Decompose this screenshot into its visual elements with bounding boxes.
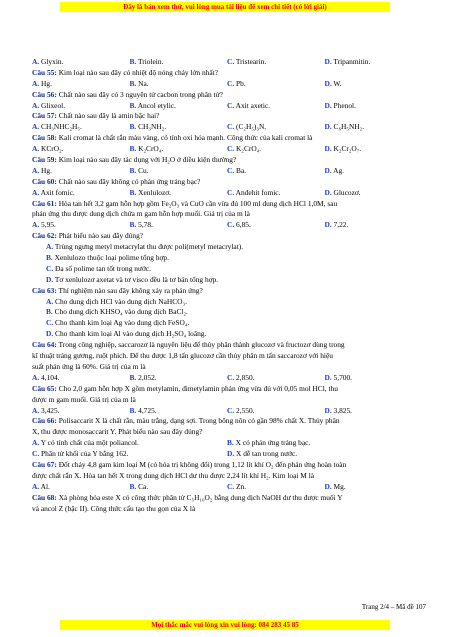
option-letter: B.	[129, 220, 137, 230]
answer-option	[32, 144, 130, 155]
option-letter: C.	[227, 187, 235, 197]
answer-option	[32, 166, 130, 177]
option-letter: B.	[129, 57, 137, 66]
option-letter: C.	[32, 449, 40, 459]
option-row	[32, 188, 422, 199]
option-text: Cho thanh kim loại Al vào dung dịch H₂SO₄ loãng.	[53, 329, 207, 339]
option-letter: A.	[32, 372, 40, 382]
option-letter: B.	[227, 438, 234, 448]
answer-option	[130, 406, 228, 417]
answer-option	[325, 373, 423, 384]
answer-option	[227, 166, 325, 177]
option-row	[32, 57, 422, 68]
question-text: Polisaccarit X là chất rắn, màu trắng, dạng sợi. Trong bông nõn có gần 98% chất X. Thủy phân	[56, 416, 340, 426]
option-text: C₆H₅NH₂.	[331, 122, 365, 132]
question-number: Câu 62:	[32, 231, 57, 241]
answer-option	[32, 482, 130, 493]
answer-option	[130, 188, 228, 199]
answer-option	[227, 122, 325, 133]
answer-option	[325, 482, 423, 493]
option-letter: D.	[324, 57, 332, 66]
question-number: Câu 55:	[32, 67, 57, 77]
option-text: Đa số polime tan tốt trong nước.	[53, 263, 152, 273]
question-text: Cho 2,0 gam hỗn hợp X gồm metylamin, đimetylamin phản ứng vừa đủ với 0,05 mol HCl, thu	[56, 383, 338, 393]
option-text: 5,78.	[136, 220, 153, 230]
option-text: X dễ tan trong nước.	[234, 449, 298, 459]
question-number: Câu 66:	[32, 416, 57, 426]
option-letter: D.	[324, 122, 332, 132]
option-letter: C.	[46, 318, 54, 328]
option-text: 5,700.	[331, 372, 353, 382]
answer-option	[325, 144, 423, 155]
question-continuation: được chất rắn X. Hòa tan hết X trong dung dịch HCl dư thu được 2,24 lít khí H₂. Kim loại M là	[32, 470, 315, 480]
answer-option	[130, 220, 228, 231]
option-letter: C.	[46, 263, 54, 273]
answer-option	[227, 220, 325, 231]
option-letter: C.	[227, 100, 235, 110]
option-text: Ancol etylic.	[136, 100, 176, 110]
question-line	[32, 68, 422, 79]
option-letter: B.	[129, 78, 137, 88]
option-letter: D.	[46, 274, 54, 284]
option-text: Na.	[136, 78, 149, 88]
question-line	[32, 416, 422, 427]
question-line	[32, 155, 422, 166]
option-text: (C₂H₅)₃N.	[234, 122, 267, 132]
answer-option	[227, 79, 325, 90]
option-letter: A.	[32, 144, 40, 154]
option-letter: D.	[324, 187, 332, 197]
answer-option	[32, 242, 422, 253]
option-text: 3,825.	[331, 405, 353, 415]
option-text: X có phản ứng tráng bạc.	[233, 438, 311, 448]
answer-option	[32, 329, 422, 340]
answer-option	[32, 297, 422, 308]
answer-option	[32, 449, 227, 460]
option-text: Axit fomic.	[39, 187, 75, 197]
option-letter: A.	[32, 187, 40, 197]
option-letter: D.	[324, 144, 332, 154]
option-row	[32, 122, 422, 133]
question-line	[32, 384, 422, 395]
option-letter: D.	[324, 78, 332, 88]
option-letter: D.	[46, 329, 54, 339]
question-continuation: suất phản ứng là 60%. Giá trị của m là	[32, 361, 146, 371]
question-number: Câu 56:	[32, 89, 57, 99]
preview-banner: Đây là bản xem thử, vui lòng mua tài liệu để xem chi tiết (có lời giải)	[60, 2, 390, 12]
option-letter: A.	[32, 220, 40, 230]
question-text: Đốt cháy 4,8 gam kim loại M (có hóa trị không đổi) trong 1,12 lít khí O₂ đến phản ứng hoàn toàn	[56, 459, 347, 469]
answer-option	[32, 275, 422, 286]
answer-option	[32, 188, 130, 199]
option-letter: A.	[32, 165, 40, 175]
question-line	[32, 199, 422, 210]
question-number: Câu 64:	[32, 340, 57, 350]
option-letter: B.	[46, 307, 53, 317]
question-line	[32, 231, 422, 242]
option-text: 4,725.	[136, 405, 157, 415]
question-text: Phát biểu nào sau đây đúng?	[56, 231, 144, 241]
option-row	[32, 449, 422, 460]
option-text: Glucozơ.	[331, 187, 361, 197]
option-text: Cho thanh kim loại Ag vào dung dịch FeSO₄.	[53, 318, 190, 328]
question-number: Câu 68:	[32, 492, 57, 502]
option-letter: C.	[227, 220, 235, 230]
option-letter: A.	[32, 438, 40, 448]
answer-option	[130, 101, 228, 112]
answer-option	[325, 166, 423, 177]
option-row	[32, 482, 422, 493]
question-number: Câu 58:	[32, 133, 57, 143]
question-number: Câu 61:	[32, 198, 57, 208]
question-line	[32, 111, 422, 122]
answer-option	[227, 438, 422, 449]
question-text: Chất nào sau đây có 3 nguyên tử cacbon trong phân tử?	[56, 89, 223, 99]
option-text: K₂Cr₂O₇.	[331, 144, 362, 154]
option-text: Tripanmitin.	[331, 57, 371, 66]
option-text: 5,95.	[39, 220, 56, 230]
option-row	[32, 166, 422, 177]
option-text: Anđehit fomic.	[234, 187, 281, 197]
option-row	[32, 220, 422, 231]
option-text: K₂CrO₄.	[136, 144, 164, 154]
question-line	[32, 286, 422, 297]
question-text: Kim loại nào sau đây tác dụng với H₂O ở điều kiện thường?	[56, 155, 237, 165]
answer-option	[227, 406, 325, 417]
option-row	[32, 144, 422, 155]
answer-option	[32, 318, 422, 329]
contact-banner: Mọi thắc mắc vui lòng xin vui lòng: 084 283 45 85	[60, 620, 390, 630]
option-letter: D.	[324, 220, 332, 230]
option-text: 2,550.	[234, 405, 255, 415]
option-letter: C.	[227, 122, 235, 132]
question-line	[32, 133, 422, 144]
option-text: Tristearin.	[234, 57, 267, 66]
option-letter: A.	[32, 481, 40, 491]
option-letter: D.	[324, 165, 332, 175]
answer-option	[32, 264, 422, 275]
question-continuation: được m gam muối. Giá trị của m là	[32, 394, 136, 404]
option-text: Zn.	[234, 481, 247, 491]
option-row	[32, 79, 422, 90]
question-text: Hòa tan hết 3,2 gam hỗn hợp gồm Fe₂O₃ và CuO cần vừa đủ 100 ml dung dịch HCl 1,0M, sau	[56, 198, 338, 208]
option-text: 7,22.	[331, 220, 349, 230]
option-text: Xenlulozơ.	[136, 187, 171, 197]
option-text: Y có tính chất của một poliancol.	[39, 438, 139, 448]
option-text: Al.	[39, 481, 50, 491]
question-line	[32, 493, 422, 504]
question-number: Câu 67:	[32, 459, 57, 469]
option-letter: C.	[227, 372, 235, 382]
option-letter: D.	[324, 100, 332, 110]
option-letter: B.	[129, 481, 137, 491]
answer-option	[130, 79, 228, 90]
option-letter: D.	[324, 405, 332, 415]
answer-option	[32, 101, 130, 112]
question-number: Câu 65:	[32, 383, 57, 393]
option-letter: B.	[129, 100, 137, 110]
answer-option	[130, 166, 228, 177]
option-letter: A.	[32, 405, 40, 415]
option-text: KCrO₂.	[39, 144, 64, 154]
option-letter: D.	[324, 481, 332, 491]
option-letter: B.	[129, 144, 137, 154]
answer-option	[32, 122, 130, 133]
option-letter: B.	[129, 405, 137, 415]
page-footer: Trang 2/4 – Mã đề 107	[361, 603, 426, 611]
option-row	[32, 101, 422, 112]
option-text: Tơ xenlulozơ axetat và tơ visco đều là tơ bán tổng hợp.	[53, 274, 219, 284]
question-list	[32, 57, 422, 514]
option-text: Cu.	[136, 165, 149, 175]
option-text: Mg.	[331, 481, 346, 491]
answer-option	[227, 57, 325, 68]
answer-option	[325, 406, 423, 417]
option-letter: A.	[32, 78, 40, 88]
answer-option	[32, 406, 130, 417]
option-letter: B.	[129, 122, 137, 132]
option-letter: D.	[324, 372, 332, 382]
option-text: Hg.	[39, 78, 52, 88]
answer-option	[130, 122, 228, 133]
question-text: Kali cromat là chất rắn màu vàng, có tính oxi hóa mạnh. Công thức của kali cromat là	[56, 133, 313, 143]
option-row	[32, 406, 422, 417]
answer-option	[227, 188, 325, 199]
answer-option	[325, 220, 423, 231]
option-text: Trùng ngưng metyl metacrylat thu được poli(metyl metacrylat).	[53, 242, 244, 252]
option-text: Cho dung dịch KHSO₄ vào dung dịch BaCl₂.	[52, 307, 188, 317]
answer-option	[325, 79, 423, 90]
option-text: Phân tử khối của Y bằng 162.	[39, 449, 129, 459]
option-row	[32, 438, 422, 449]
option-text: K₂CrO₄.	[234, 144, 262, 154]
option-letter: B.	[129, 372, 137, 382]
question-text: Chất nào sau đây là amin bậc hai?	[56, 111, 160, 121]
answer-option	[325, 101, 423, 112]
question-number: Câu 57:	[32, 111, 57, 121]
question-line	[32, 460, 422, 471]
option-letter: A.	[32, 122, 40, 132]
option-text: 2,052.	[136, 372, 157, 382]
question-line	[32, 90, 422, 101]
question-number: Câu 63:	[32, 285, 57, 295]
question-line	[32, 177, 422, 188]
question-text: Xà phòng hóa este X có công thức phân tử C₅H₁₀O₂ bằng dung dịch NaOH dư thu được muối Y	[56, 492, 343, 502]
answer-option	[227, 373, 325, 384]
answer-option	[227, 482, 325, 493]
option-letter: B.	[129, 187, 137, 197]
answer-option	[130, 373, 228, 384]
option-letter: A.	[32, 100, 40, 110]
option-text: Ca.	[136, 481, 149, 491]
option-text: 2,850.	[234, 372, 255, 382]
option-letter: C.	[227, 78, 235, 88]
option-text: Ba.	[234, 165, 247, 175]
option-text: 4,104.	[39, 372, 60, 382]
option-letter: D.	[227, 449, 235, 459]
answer-option	[32, 438, 227, 449]
option-text: Hg.	[39, 165, 52, 175]
option-text: Triolein.	[136, 57, 164, 66]
answer-option	[227, 101, 325, 112]
question-continuation: và ancol Z (bậc II). Công thức cấu tạo thu gọn của X là	[32, 503, 196, 513]
question-text: Chất nào sau đây không có phản ứng tráng bạc?	[56, 176, 201, 186]
option-letter: A.	[32, 57, 40, 66]
option-letter: C.	[227, 57, 235, 66]
option-letter: C.	[227, 405, 235, 415]
option-letter: A.	[46, 242, 54, 252]
option-text: Xenlulozo thuộc loại polime tổng hợp.	[52, 253, 169, 263]
answer-option	[32, 307, 422, 318]
answer-option	[130, 482, 228, 493]
answer-option	[32, 57, 130, 68]
answer-option	[32, 253, 422, 264]
option-text: 6,85.	[234, 220, 251, 230]
option-text: Axit axetic.	[234, 100, 271, 110]
question-text: Kim loại nào sau đây có nhiệt độ nóng chảy lớn nhất?	[56, 67, 218, 77]
option-letter: A.	[46, 296, 54, 306]
answer-option	[325, 188, 423, 199]
answer-option	[227, 144, 325, 155]
answer-option	[325, 57, 423, 68]
option-text: Pb.	[234, 78, 246, 88]
option-text: CH₃NH₂.	[136, 122, 167, 132]
option-text: Glyxin.	[39, 57, 64, 66]
option-letter: C.	[227, 144, 235, 154]
answer-option	[32, 79, 130, 90]
question-text: Trong công nghiệp, saccarozơ là nguyên liệu để thủy phân thành glucozơ và fructozơ dùng trong	[56, 340, 345, 350]
option-letter: C.	[227, 481, 235, 491]
answer-option	[325, 122, 423, 133]
option-letter: B.	[129, 165, 137, 175]
question-continuation: phản ứng thu được dung dịch chứa m gam hỗn hợp muối. Giá trị của m là	[32, 209, 250, 219]
option-text: Phenol.	[331, 100, 356, 110]
option-text: CH₃NHC₂H₅.	[39, 122, 82, 132]
answer-option	[130, 57, 228, 68]
option-text: Cho dung dịch HCl vào dung dịch NaHCO₃.	[53, 296, 187, 306]
question-continuation: kĩ thuật tráng gương, ruột phích. Để thu được 1,8 tấn glucozơ cần thủy phân m tấn saccarozơ với hiệu	[32, 351, 333, 361]
option-letter: B.	[46, 253, 53, 263]
option-letter: C.	[227, 165, 235, 175]
answer-option	[227, 449, 422, 460]
answer-option	[32, 373, 130, 384]
option-text: Ag.	[331, 165, 345, 175]
question-continuation: X, thu được monosaccarit Y. Phát biểu nào sau đây đúng?	[32, 427, 203, 437]
question-text: Thí nghiệm nào sau đây không xảy ra phản ứng?	[56, 285, 203, 295]
option-text: W.	[331, 78, 342, 88]
answer-option	[130, 144, 228, 155]
option-text: 3,425.	[39, 405, 60, 415]
option-row	[32, 373, 422, 384]
question-number: Câu 60:	[32, 176, 57, 186]
option-text: Glixeol.	[39, 100, 66, 110]
question-line	[32, 340, 422, 351]
question-number: Câu 59:	[32, 155, 57, 165]
answer-option	[32, 220, 130, 231]
